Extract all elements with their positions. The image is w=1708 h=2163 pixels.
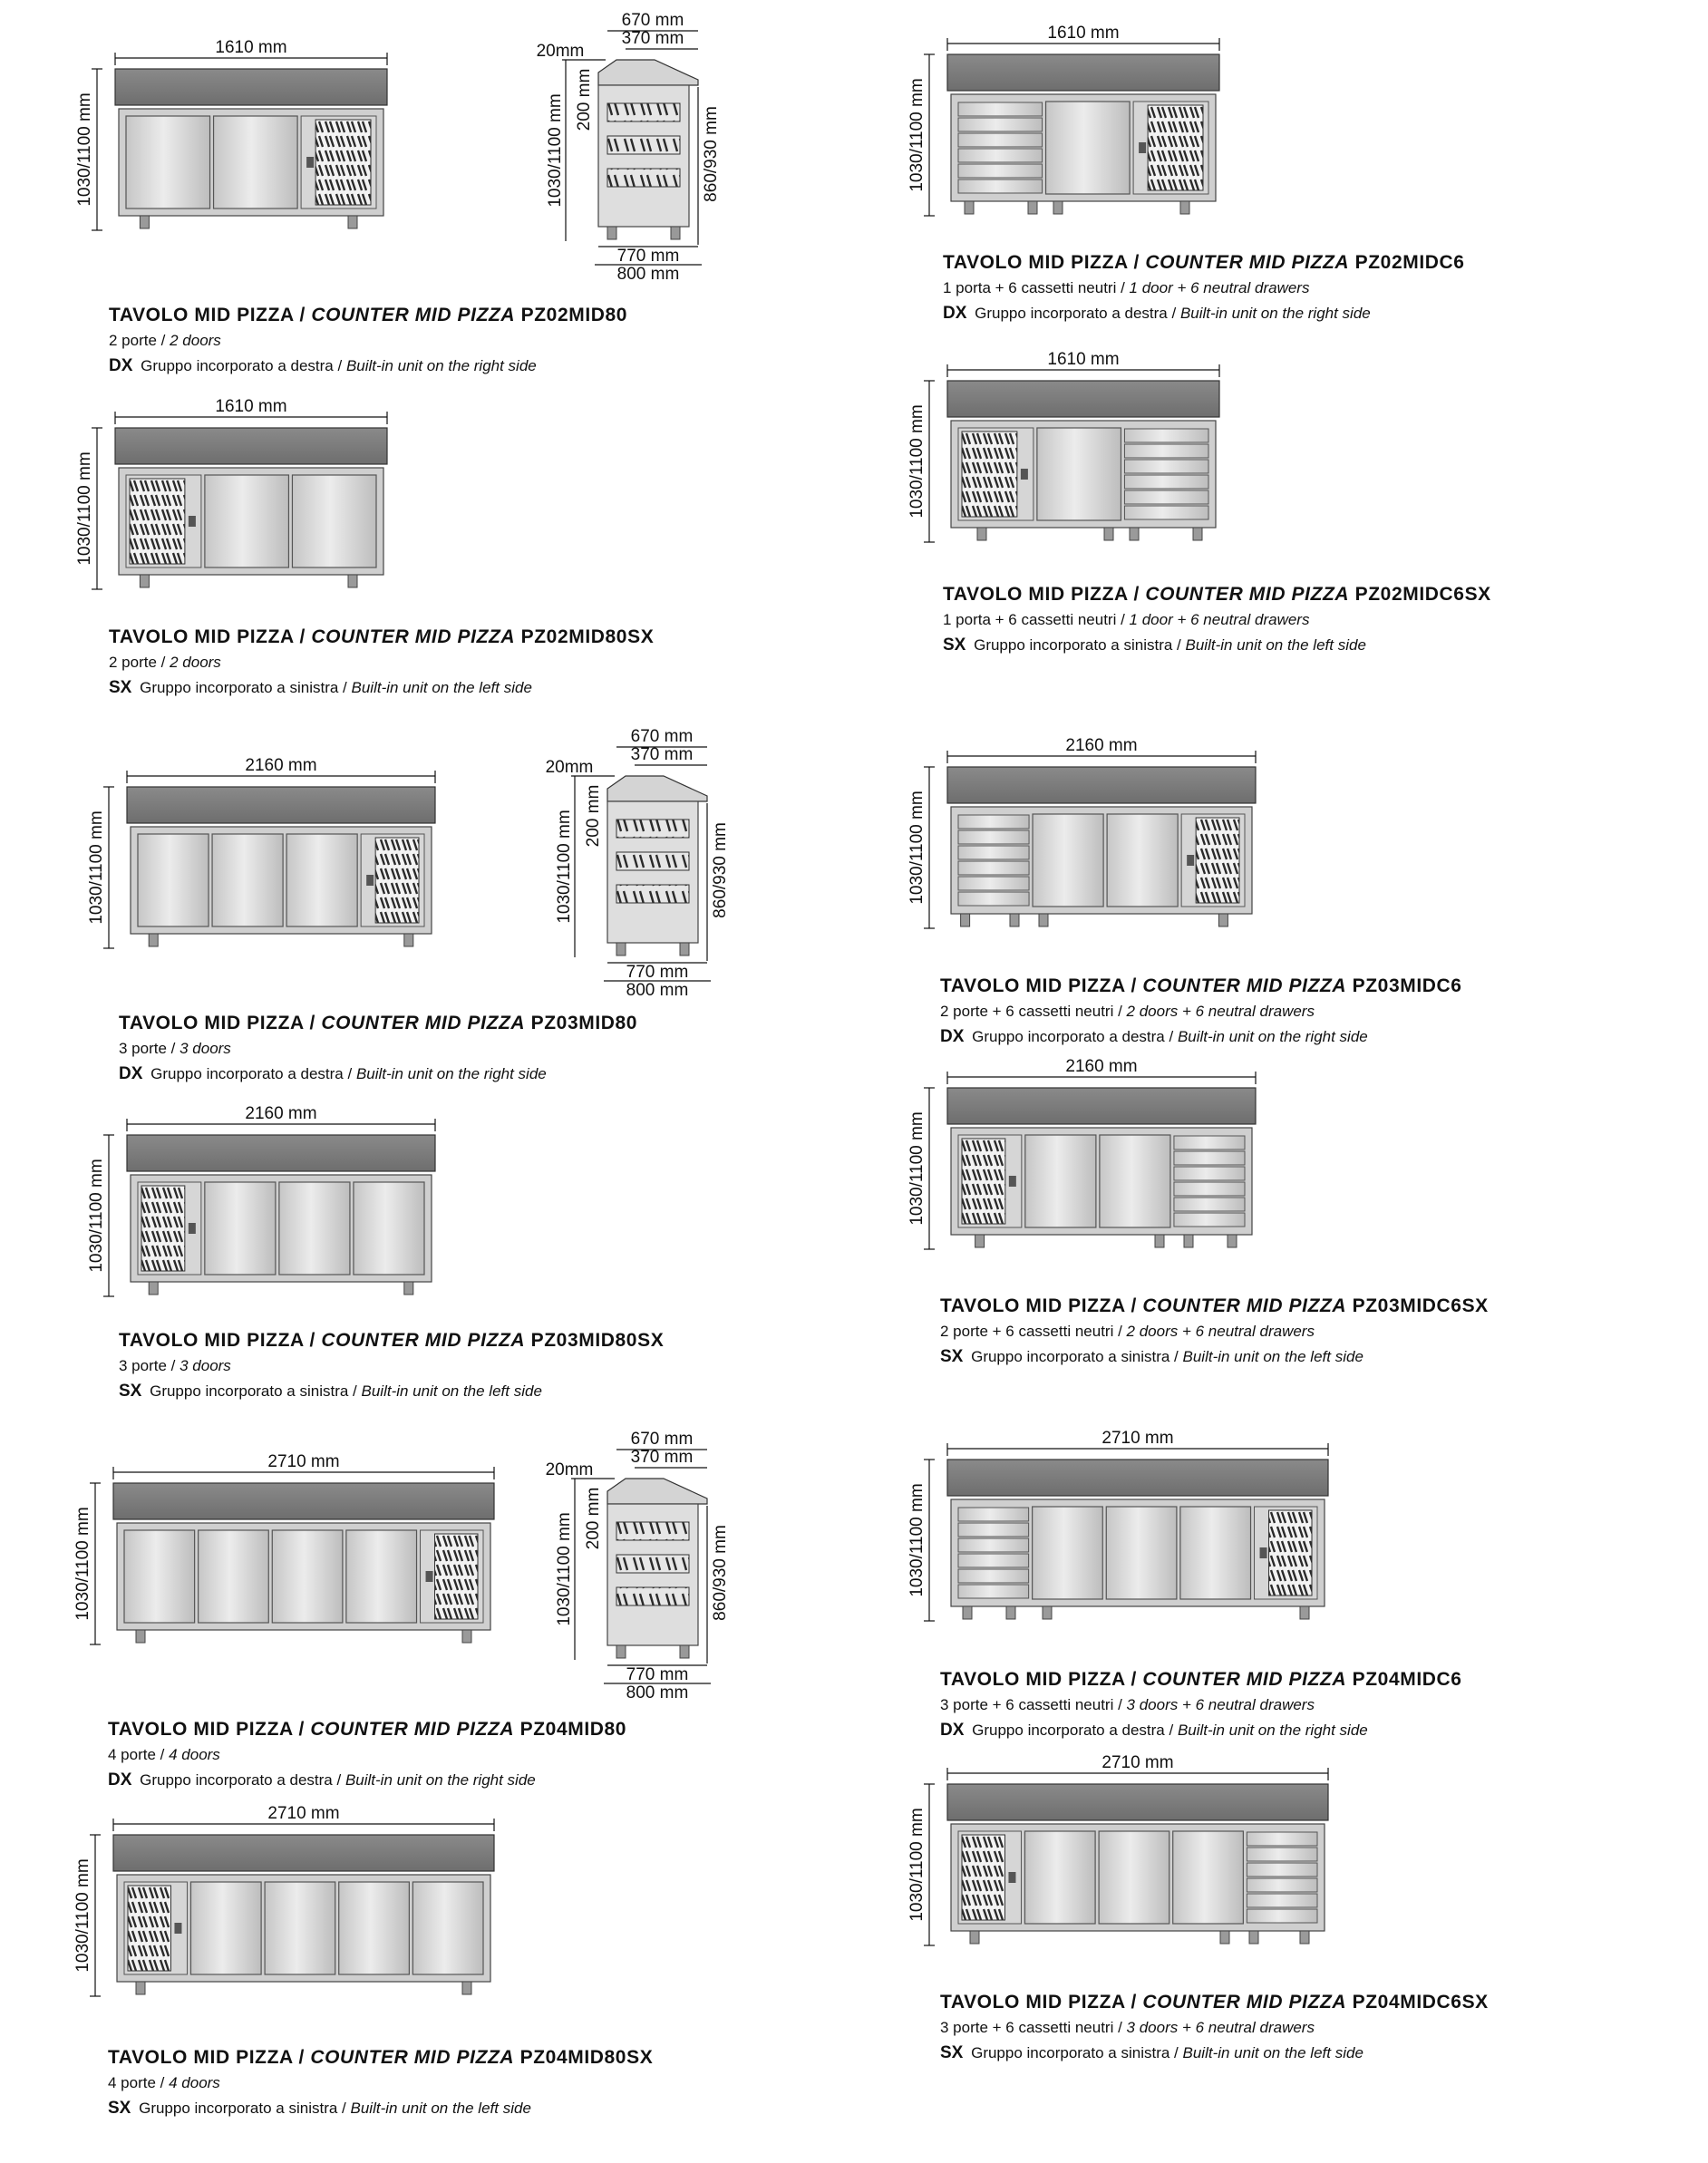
side-vent bbox=[616, 1587, 689, 1605]
depth-overall-label: 800 mm bbox=[626, 1683, 689, 1702]
counter-side-drawing bbox=[517, 725, 734, 1000]
drawer-panel bbox=[958, 118, 1043, 131]
door-panel bbox=[1033, 1507, 1103, 1599]
height-label: 1030/1100 mm bbox=[75, 92, 94, 207]
counter-front-drawing bbox=[52, 392, 396, 626]
product-caption bbox=[119, 1328, 808, 1404]
counter-front-drawing bbox=[884, 731, 1265, 965]
drawer-panel bbox=[1247, 1832, 1317, 1846]
counter-leg bbox=[136, 1630, 145, 1643]
granite-top bbox=[947, 1784, 1328, 1820]
counter-front-drawing-svg bbox=[52, 33, 396, 267]
counter-side-drawing-svg bbox=[517, 1428, 734, 1700]
rim-label: 20mm bbox=[545, 1460, 594, 1479]
width-label: 2710 mm bbox=[267, 1452, 340, 1471]
counter-leg bbox=[977, 528, 986, 540]
control-panel bbox=[189, 1223, 196, 1234]
product-title: TAVOLO MID PIZZA / COUNTER MID PIZZA PZ02MID80SX bbox=[109, 626, 655, 647]
product-description: 2 porte / 2 doors bbox=[109, 332, 221, 349]
vent-grille bbox=[962, 1835, 1004, 1920]
width-label: 1610 mm bbox=[215, 397, 287, 416]
counter-leg bbox=[1249, 1931, 1258, 1944]
counter-front-drawing bbox=[884, 1052, 1265, 1285]
granite-top bbox=[947, 767, 1256, 803]
drawer-panel bbox=[1124, 490, 1208, 504]
counter-leg bbox=[136, 1982, 145, 1994]
counter-leg bbox=[680, 1645, 689, 1658]
counter-side-drawing bbox=[517, 1428, 734, 1700]
counter-side-drawing-svg bbox=[508, 9, 725, 284]
door-panel bbox=[1180, 1507, 1251, 1599]
depth-body-label: 770 mm bbox=[626, 1665, 689, 1684]
unit-position: DX Gruppo incorporato a destra / Built-in unit on the right side bbox=[940, 1027, 1368, 1046]
counter-leg bbox=[348, 216, 357, 228]
drawer-panel bbox=[1174, 1213, 1245, 1227]
door-panel bbox=[1106, 1507, 1177, 1599]
counter-front-drawing-svg bbox=[884, 1748, 1337, 1982]
counter-height-label: 860/930 mm bbox=[711, 822, 730, 918]
counter-leg bbox=[1300, 1931, 1309, 1944]
counter-leg bbox=[1053, 201, 1063, 214]
product-title: TAVOLO MID PIZZA / COUNTER MID PIZZA PZ02MID80 bbox=[109, 305, 628, 325]
counter-front-drawing-svg bbox=[884, 344, 1228, 578]
counter-leg bbox=[961, 914, 970, 926]
door-panel bbox=[126, 116, 210, 209]
control-panel bbox=[306, 157, 314, 168]
height-label: 1030/1100 mm bbox=[907, 1483, 927, 1597]
door-panel bbox=[1024, 1831, 1095, 1924]
product-description: 3 porte / 3 doors bbox=[119, 1040, 231, 1057]
counter-leg bbox=[616, 1645, 626, 1658]
unit-position: DX Gruppo incorporato a destra / Built-in unit on the right side bbox=[119, 1064, 547, 1083]
counter-leg bbox=[1006, 1606, 1015, 1619]
vent-grille bbox=[141, 1186, 185, 1271]
counter-leg bbox=[607, 227, 616, 239]
counter-leg bbox=[975, 1235, 985, 1247]
drawer-panel bbox=[958, 1508, 1029, 1521]
control-panel bbox=[174, 1923, 181, 1934]
counter-leg bbox=[140, 216, 149, 228]
product-description: 2 porte + 6 cassetti neutri / 2 doors + 6 neutral drawers bbox=[940, 1003, 1315, 1020]
counter-leg bbox=[1180, 201, 1189, 214]
drawer-panel bbox=[958, 1585, 1029, 1598]
height-label: 1030/1100 mm bbox=[907, 404, 927, 519]
counter-leg bbox=[1028, 201, 1037, 214]
door-panel bbox=[354, 1182, 424, 1275]
product-caption bbox=[940, 1667, 1629, 1743]
door-panel bbox=[124, 1530, 195, 1623]
width-label: 2710 mm bbox=[267, 1804, 340, 1823]
product-description: 3 porte + 6 cassetti neutri / 3 doors + 6 neutral drawers bbox=[940, 2019, 1315, 2036]
door-panel bbox=[205, 1182, 276, 1275]
product-title: TAVOLO MID PIZZA / COUNTER MID PIZZA PZ04MIDC6 bbox=[940, 1669, 1462, 1690]
drawer-panel bbox=[958, 830, 1029, 844]
counter-front-drawing-svg bbox=[50, 1799, 503, 2032]
product-caption bbox=[943, 582, 1632, 658]
side-vent bbox=[616, 820, 689, 838]
unit-position: SX Gruppo incorporato a sinistra / Built-in unit on the left side bbox=[940, 2043, 1363, 2062]
drawer-panel bbox=[1247, 1878, 1317, 1892]
door-panel bbox=[1100, 1135, 1170, 1227]
door-panel bbox=[1033, 814, 1103, 907]
height-label: 1030/1100 mm bbox=[907, 1111, 927, 1226]
door-panel bbox=[279, 1182, 350, 1275]
product-caption bbox=[108, 1717, 797, 1793]
side-vent bbox=[607, 136, 680, 154]
door-panel bbox=[412, 1882, 483, 1974]
counter-front-drawing-svg bbox=[63, 1099, 444, 1333]
width-label: 2710 mm bbox=[1101, 1429, 1174, 1448]
drawer-panel bbox=[1174, 1182, 1245, 1196]
top-profile bbox=[607, 776, 707, 801]
counter-leg bbox=[970, 1931, 979, 1944]
depth-body-label: 770 mm bbox=[616, 247, 680, 266]
counter-leg bbox=[963, 1606, 972, 1619]
rim-label: 20mm bbox=[545, 758, 594, 777]
side-vent bbox=[607, 169, 680, 187]
depth-overall-label: 800 mm bbox=[616, 265, 680, 284]
counter-leg bbox=[1300, 1606, 1309, 1619]
unit-position: SX Gruppo incorporato a sinistra / Built-in unit on the left side bbox=[108, 2099, 531, 2118]
counter-leg bbox=[1220, 1931, 1229, 1944]
drawer-panel bbox=[958, 1554, 1029, 1567]
counter-leg bbox=[348, 575, 357, 587]
height-label: 1030/1100 mm bbox=[907, 1808, 927, 1922]
granite-top bbox=[115, 69, 387, 105]
unit-position: DX Gruppo incorporato a destra / Built-in unit on the right side bbox=[940, 1721, 1368, 1740]
product-caption bbox=[940, 974, 1629, 1050]
control-panel bbox=[1260, 1547, 1267, 1558]
door-panel bbox=[286, 834, 357, 926]
product-description: 2 porte / 2 doors bbox=[109, 654, 221, 671]
riser-label: 200 mm bbox=[584, 1487, 603, 1550]
unit-position: SX Gruppo incorporato a sinistra / Built-in unit on the left side bbox=[109, 678, 532, 697]
door-panel bbox=[339, 1882, 410, 1974]
control-panel bbox=[189, 516, 196, 527]
product-caption bbox=[940, 1990, 1629, 2066]
vent-grille bbox=[962, 1139, 1005, 1224]
product-title: TAVOLO MID PIZZA / COUNTER MID PIZZA PZ03MID80 bbox=[119, 1013, 638, 1033]
top-profile bbox=[607, 1479, 707, 1504]
height-label: 1030/1100 mm bbox=[907, 791, 927, 905]
product-caption bbox=[119, 1011, 808, 1087]
granite-top bbox=[947, 1088, 1256, 1124]
vent-grille bbox=[130, 479, 185, 564]
drawer-panel bbox=[1124, 460, 1208, 473]
depth-top-label: 370 mm bbox=[630, 745, 694, 764]
side-vent bbox=[616, 1522, 689, 1540]
counter-side-drawing bbox=[508, 9, 725, 284]
door-panel bbox=[205, 475, 289, 567]
width-label: 2160 mm bbox=[245, 1104, 317, 1123]
counter-leg bbox=[404, 1282, 413, 1295]
counter-leg bbox=[140, 575, 149, 587]
height-label: 1030/1100 mm bbox=[87, 810, 106, 925]
drawer-panel bbox=[1124, 475, 1208, 489]
granite-top bbox=[113, 1483, 494, 1519]
vent-grille bbox=[1148, 105, 1203, 190]
product-caption bbox=[108, 2045, 797, 2121]
counter-front-drawing-svg bbox=[50, 1447, 503, 1681]
unit-position: SX Gruppo incorporato a sinistra / Built-in unit on the left side bbox=[119, 1382, 542, 1401]
drawer-panel bbox=[1174, 1151, 1245, 1165]
height-label: 1030/1100 mm bbox=[907, 78, 927, 192]
granite-top bbox=[113, 1835, 494, 1871]
product-description: 1 porta + 6 cassetti neutri / 1 door + 6 neutral drawers bbox=[943, 279, 1310, 296]
counter-leg bbox=[1155, 1235, 1164, 1247]
granite-top bbox=[127, 1135, 435, 1171]
counter-leg bbox=[404, 934, 413, 946]
height-label: 1030/1100 mm bbox=[87, 1159, 106, 1273]
granite-top bbox=[947, 54, 1219, 91]
drawer-panel bbox=[1174, 1167, 1245, 1180]
depth-total-label: 670 mm bbox=[621, 11, 684, 30]
counter-front-drawing bbox=[884, 1423, 1337, 1657]
side-vent bbox=[616, 885, 689, 903]
depth-top-label: 370 mm bbox=[630, 1448, 694, 1467]
counter-leg bbox=[462, 1630, 471, 1643]
vent-grille bbox=[375, 838, 419, 923]
height-label: 1030/1100 mm bbox=[555, 810, 574, 924]
counter-front-drawing bbox=[884, 344, 1228, 578]
door-panel bbox=[138, 834, 209, 926]
product-title: TAVOLO MID PIZZA / COUNTER MID PIZZA PZ03MIDC6SX bbox=[940, 1295, 1489, 1316]
depth-total-label: 670 mm bbox=[630, 1430, 694, 1449]
width-label: 2160 mm bbox=[1065, 1057, 1138, 1076]
rim-label: 20mm bbox=[536, 42, 585, 61]
counter-leg bbox=[616, 943, 626, 955]
product-title: TAVOLO MID PIZZA / COUNTER MID PIZZA PZ04MID80SX bbox=[108, 2047, 654, 2068]
door-panel bbox=[1025, 1135, 1096, 1227]
counter-front-drawing bbox=[50, 1799, 503, 2032]
vent-grille bbox=[128, 1886, 170, 1971]
width-label: 2710 mm bbox=[1101, 1753, 1174, 1772]
unit-position: SX Gruppo incorporato a sinistra / Built-in unit on the left side bbox=[940, 1347, 1363, 1366]
control-panel bbox=[1008, 1872, 1015, 1883]
door-panel bbox=[1099, 1831, 1169, 1924]
unit-position: DX Gruppo incorporato a destra / Built-in unit on the right side bbox=[108, 1770, 536, 1790]
drawer-panel bbox=[1124, 429, 1208, 442]
height-label: 1030/1100 mm bbox=[75, 451, 94, 566]
vent-grille bbox=[315, 120, 371, 205]
width-label: 1610 mm bbox=[1047, 350, 1120, 369]
side-vent bbox=[607, 103, 680, 121]
product-description: 3 porte + 6 cassetti neutri / 3 doors + 6 neutral drawers bbox=[940, 1696, 1315, 1713]
side-vent bbox=[616, 1555, 689, 1573]
counter-leg bbox=[1228, 1235, 1237, 1247]
granite-top bbox=[947, 381, 1219, 417]
counter-leg bbox=[1104, 528, 1113, 540]
drawer-panel bbox=[958, 149, 1043, 162]
counter-leg bbox=[1218, 914, 1228, 926]
drawer-panel bbox=[958, 179, 1043, 193]
counter-front-drawing bbox=[52, 33, 396, 267]
drawer-panel bbox=[1174, 1136, 1245, 1149]
counter-height-label: 860/930 mm bbox=[711, 1525, 730, 1621]
product-caption bbox=[109, 303, 798, 379]
control-panel bbox=[1009, 1176, 1016, 1187]
counter-leg bbox=[671, 227, 680, 239]
counter-front-drawing-svg bbox=[884, 731, 1265, 965]
product-description: 1 porta + 6 cassetti neutri / 1 door + 6 neutral drawers bbox=[943, 611, 1310, 628]
door-panel bbox=[1037, 428, 1121, 520]
door-panel bbox=[1046, 102, 1131, 194]
drawer-panel bbox=[1247, 1894, 1317, 1907]
height-label: 1030/1100 mm bbox=[73, 1507, 92, 1621]
counter-leg bbox=[1193, 528, 1202, 540]
drawer-panel bbox=[1174, 1198, 1245, 1211]
product-description: 2 porte + 6 cassetti neutri / 2 doors + 6 neutral drawers bbox=[940, 1323, 1315, 1340]
control-panel bbox=[1021, 469, 1028, 480]
width-label: 1610 mm bbox=[215, 38, 287, 57]
counter-front-drawing-svg bbox=[52, 392, 396, 626]
counter-leg bbox=[1184, 1235, 1193, 1247]
drawer-panel bbox=[1247, 1909, 1317, 1923]
counter-leg bbox=[1010, 914, 1019, 926]
door-panel bbox=[346, 1530, 417, 1623]
top-profile bbox=[598, 60, 698, 85]
drawer-panel bbox=[958, 892, 1029, 906]
vent-grille bbox=[962, 432, 1017, 517]
product-title: TAVOLO MID PIZZA / COUNTER MID PIZZA PZ02MIDC6 bbox=[943, 252, 1465, 273]
width-label: 2160 mm bbox=[245, 756, 317, 775]
drawer-panel bbox=[958, 861, 1029, 875]
door-panel bbox=[1107, 814, 1178, 907]
counter-front-drawing bbox=[63, 751, 444, 985]
counter-front-drawing-svg bbox=[884, 1052, 1265, 1285]
granite-top bbox=[947, 1460, 1328, 1496]
unit-position: DX Gruppo incorporato a destra / Built-in unit on the right side bbox=[943, 304, 1371, 323]
drawer-panel bbox=[1247, 1863, 1317, 1877]
depth-total-label: 670 mm bbox=[630, 727, 694, 746]
drawer-panel bbox=[958, 815, 1029, 829]
product-title: TAVOLO MID PIZZA / COUNTER MID PIZZA PZ03MID80SX bbox=[119, 1330, 665, 1351]
counter-leg bbox=[149, 934, 158, 946]
product-title: TAVOLO MID PIZZA / COUNTER MID PIZZA PZ04MID80 bbox=[108, 1719, 627, 1740]
counter-leg bbox=[149, 1282, 158, 1295]
door-panel bbox=[199, 1530, 269, 1623]
drawer-panel bbox=[958, 877, 1029, 890]
height-label: 1030/1100 mm bbox=[73, 1858, 92, 1973]
riser-label: 200 mm bbox=[575, 68, 594, 131]
control-panel bbox=[1139, 142, 1146, 153]
counter-height-label: 860/930 mm bbox=[702, 106, 721, 202]
depth-top-label: 370 mm bbox=[621, 29, 684, 48]
door-panel bbox=[1173, 1831, 1244, 1924]
counter-leg bbox=[462, 1982, 471, 1994]
product-caption bbox=[940, 1294, 1629, 1370]
depth-body-label: 770 mm bbox=[626, 963, 689, 982]
door-panel bbox=[190, 1882, 261, 1974]
product-description: 4 porte / 4 doors bbox=[108, 2074, 220, 2091]
product-caption bbox=[943, 250, 1632, 326]
drawer-panel bbox=[958, 1538, 1029, 1552]
unit-position: DX Gruppo incorporato a destra / Built-in unit on the right side bbox=[109, 356, 537, 375]
product-description: 3 porte / 3 doors bbox=[119, 1357, 231, 1374]
counter-front-drawing-svg bbox=[884, 18, 1228, 252]
counter-front-drawing-svg bbox=[63, 751, 444, 985]
product-title: TAVOLO MID PIZZA / COUNTER MID PIZZA PZ04MIDC6SX bbox=[940, 1992, 1489, 2013]
door-panel bbox=[212, 834, 283, 926]
counter-leg bbox=[1039, 914, 1048, 926]
height-label: 1030/1100 mm bbox=[546, 93, 565, 208]
control-panel bbox=[1187, 855, 1194, 866]
vent-grille bbox=[1196, 818, 1239, 903]
width-label: 2160 mm bbox=[1065, 736, 1138, 755]
product-description: 4 porte / 4 doors bbox=[108, 1746, 220, 1763]
counter-leg bbox=[680, 943, 689, 955]
drawer-panel bbox=[1124, 444, 1208, 458]
counter-front-drawing bbox=[884, 18, 1228, 252]
control-panel bbox=[426, 1571, 433, 1582]
door-panel bbox=[265, 1882, 335, 1974]
counter-leg bbox=[965, 201, 974, 214]
counter-front-drawing bbox=[50, 1447, 503, 1681]
granite-top bbox=[127, 787, 435, 823]
vent-grille bbox=[1269, 1510, 1312, 1596]
door-panel bbox=[272, 1530, 343, 1623]
counter-front-drawing bbox=[63, 1099, 444, 1333]
drawer-panel bbox=[958, 1523, 1029, 1537]
door-panel bbox=[292, 475, 376, 567]
counter-leg bbox=[1130, 528, 1139, 540]
product-title: TAVOLO MID PIZZA / COUNTER MID PIZZA PZ02MIDC6SX bbox=[943, 584, 1491, 605]
unit-position: SX Gruppo incorporato a sinistra / Built-in unit on the left side bbox=[943, 635, 1366, 655]
counter-front-drawing-svg bbox=[884, 1423, 1337, 1657]
side-vent bbox=[616, 852, 689, 870]
shared-defs bbox=[0, 0, 1, 1]
drawer-panel bbox=[958, 133, 1043, 147]
product-title: TAVOLO MID PIZZA / COUNTER MID PIZZA PZ03MIDC6 bbox=[940, 975, 1462, 996]
control-panel bbox=[366, 875, 374, 886]
depth-overall-label: 800 mm bbox=[626, 981, 689, 1000]
counter-leg bbox=[1043, 1606, 1052, 1619]
drawer-panel bbox=[958, 846, 1029, 859]
granite-top bbox=[115, 428, 387, 464]
shared-defs-svg bbox=[0, 0, 1, 1]
height-label: 1030/1100 mm bbox=[555, 1512, 574, 1626]
counter-front-drawing bbox=[884, 1748, 1337, 1982]
drawer-panel bbox=[958, 1569, 1029, 1583]
counter-side-drawing-svg bbox=[517, 725, 734, 1000]
door-panel bbox=[214, 116, 298, 209]
width-label: 1610 mm bbox=[1047, 24, 1120, 43]
product-caption bbox=[109, 625, 798, 701]
drawer-panel bbox=[1247, 1848, 1317, 1861]
drawer-panel bbox=[958, 102, 1043, 116]
drawer-panel bbox=[1124, 506, 1208, 519]
drawer-panel bbox=[958, 164, 1043, 178]
vent-grille bbox=[435, 1534, 478, 1619]
riser-label: 200 mm bbox=[584, 784, 603, 848]
